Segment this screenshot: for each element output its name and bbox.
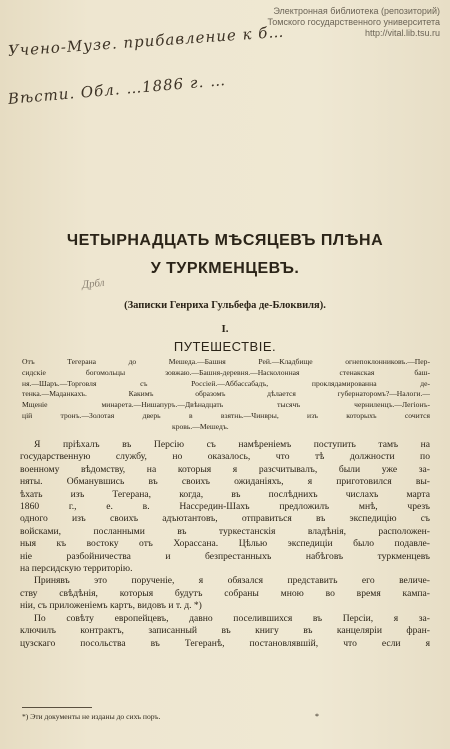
stamp-line-1: Электронная библиотека (репозиторий) [273, 6, 440, 16]
article-body [20, 439, 430, 650]
body-line: Я пріѣхалъ въ Персію съ намѣреніемъ поступить тамъ на [34, 439, 430, 450]
summary-line: цій тронъ.—Золотая дверь в взятнь.—Чинвры, изъ которыхъ сочится [22, 410, 430, 420]
body-line: государственную службу, но оказалось, что тѣ должности по [20, 451, 430, 463]
body-line: войсками, посланными въ туркестанскія владѣнія, расположен- [20, 525, 430, 537]
article-subtitle: У ТУРКМЕНЦЕВЪ. [150, 260, 300, 277]
stamp-line-2: Томского государственного университета [267, 17, 440, 27]
footnote: *) Эти документы не изданы до сихъ поръ. [22, 712, 161, 721]
section-number: I. [221, 323, 229, 335]
body-line: ныя къ востоку отъ Хорассана. Цѣлью экспедиціи было подавле- [20, 538, 430, 550]
summary-line: кровь.—Мешедъ. [172, 421, 229, 431]
body-line: ству свѣдѣнія, которыя будутъ собраны мною во время кампа- [20, 587, 430, 599]
handwritten-note-line-2: Вѣсти. Обл. …1886 г. … [7, 70, 227, 108]
article-title: ЧЕТЫРНАДЦАТЬ МѢСЯЦЕВЪ ПЛѢНА [66, 232, 384, 249]
stamp-line-3: http://vital.lib.tsu.ru [364, 28, 440, 38]
section-title: ПУТЕШЕСТВІЕ. [173, 339, 277, 354]
article-byline: (Записки Генриха Гульбефа де-Блоквиля). [124, 300, 326, 311]
summary-line: сидскіе богомольцы зовжаю.—Башня-деревня.—Насколонная стенакская баш- [22, 367, 430, 377]
body-line: ключилъ контрактъ, записанный въ книгу въ канцеляріи фран- [20, 625, 430, 637]
summary-line: Мщеніе минарета.—Нишапуръ.—Двѣнадцать тысячъ черниленцъ.—Легіонъ- [22, 400, 430, 410]
body-line: Принявъ это порученіе, я обязался представить его величе- [34, 575, 430, 587]
footnote-divider [22, 707, 92, 708]
handwritten-note-line-1: Учено-Музе. прибавление к б… [7, 22, 285, 60]
body-line: 1860 г., е. в. Нассредин-Шахъ предложилъ мнѣ, чрезъ [20, 501, 430, 513]
body-line: военному вѣдомству, на которыя я разсчитывалъ, были уже за- [20, 463, 430, 475]
body-line: По совѣту европейцевъ, давно поселившихся въ Персіи, я за- [34, 612, 430, 624]
body-line: ѣхать изъ Тегерана, когда, въ послѣднихъ числахъ марта [20, 488, 430, 500]
chapter-summary [22, 357, 430, 433]
summary-line: Отъ Тегерана до Мешеда.—Башня Рей.—Кладбище огнепоклонниковъ.—Пер- [22, 357, 430, 366]
summary-line: ня.—Шаръ.—Торговля съ Россіей.—Аббассабадъ, проклядамированна дe- [22, 378, 430, 388]
body-line: ніе разбойничества и безпрестанныхъ набѣговъ туркменцевъ [20, 550, 430, 562]
body-line: няты. Обманувшись въ своихъ ожиданіяхъ, я приготовился вы- [20, 476, 430, 488]
body-line: ніи, съ приложеніемъ картъ, видовъ и т. д. *) [20, 600, 202, 612]
signature-mark: * [315, 712, 319, 721]
summary-line: тенка.—Маданкахъ. Какимъ образомъ дѣлается губернаторомъ?—Налоги.— [22, 389, 430, 399]
body-line: цузскаго посольства въ Тегеранѣ, постановлявшій, что если я [20, 637, 430, 649]
margin-note: Дрбл [81, 276, 106, 292]
body-line: на персидскую территорію. [20, 563, 133, 575]
body-line: одного изъ своихъ адъютантовъ, отправиться въ экспедицію съ [20, 513, 430, 525]
